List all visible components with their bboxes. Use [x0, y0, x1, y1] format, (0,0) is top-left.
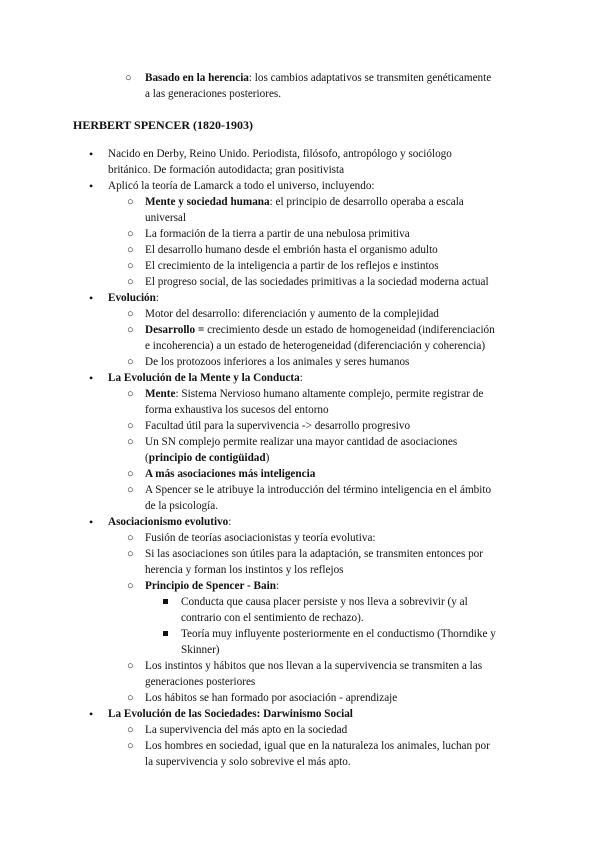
text-line: El progreso social, de las sociedades primitivas a la sociedad moderna actual: [145, 276, 489, 288]
text-line: Un SN complejo permite realizar una mayor cantidad de asociaciones: [145, 436, 458, 448]
text-line: Teoría muy influyente posteriormente en el conductismo (Thorndike y: [181, 628, 496, 640]
text-line: Motor del desarrollo: diferenciación y aumento de la complejidad: [145, 308, 439, 320]
text-line: Principio de Spencer - Bain:: [145, 580, 280, 592]
text-line: británico. De formación autodidacta; gran positivista: [108, 164, 345, 176]
text-line: universal: [145, 212, 187, 224]
disc-bullet-icon: •: [89, 707, 94, 721]
disc-bullet-icon: •: [89, 515, 94, 529]
disc-bullet-icon: •: [89, 291, 94, 305]
square-bullet-icon: [163, 631, 168, 636]
section-heading: HERBERT SPENCER (1820-1903): [73, 118, 254, 132]
circle-bullet-icon: ○: [127, 660, 134, 672]
circle-bullet-icon: ○: [127, 196, 134, 208]
text-line: la supervivencia y solo sobrevive el más apto.: [145, 756, 351, 768]
text-line: Fusión de teorías asociacionistas y teoría evolutiva:: [145, 532, 376, 544]
circle-bullet-icon: ○: [127, 260, 134, 272]
text-line: La formación de la tierra a partir de una nebulosa primitiva: [145, 228, 410, 240]
disc-bullet-icon: •: [89, 371, 94, 385]
text-line: Evolución:: [108, 292, 159, 304]
circle-bullet-icon: ○: [127, 580, 134, 592]
text-line: Skinner): [181, 644, 220, 656]
text-line: de la psicología.: [145, 500, 219, 512]
circle-bullet-icon: ○: [127, 356, 134, 368]
text-line: contrario con el sentimiento de rechazo).: [181, 612, 364, 624]
text-line: herencia y forman los instintos y los reflejos: [145, 564, 344, 576]
text-line: Mente: Sistema Nervioso humano altamente complejo, permite registrar de: [145, 388, 484, 400]
text-line: Nacido en Derby, Reino Unido. Periodista, filósofo, antropólogo y sociólogo: [108, 148, 452, 160]
text-line: El crecimiento de la inteligencia a partir de los reflejos e instintos: [145, 260, 439, 272]
text-line: La Evolución de la Mente y la Conducta:: [108, 372, 303, 384]
circle-bullet-icon: ○: [127, 420, 134, 432]
text-line: generaciones posteriores: [145, 676, 256, 688]
text-line: Desarrollo = crecimiento desde un estado de homogeneidad (indiferenciación: [145, 324, 495, 336]
text-line: De los protozoos inferiores a los animales y seres humanos: [145, 356, 410, 368]
text-line: Los hombres en sociedad, igual que en la naturaleza los animales, luchan por: [145, 740, 490, 752]
text-line: La supervivencia del más apto en la sociedad: [145, 724, 348, 736]
circle-bullet-icon: ○: [127, 484, 134, 496]
circle-bullet-icon: ○: [127, 244, 134, 256]
circle-bullet-icon: ○: [127, 388, 134, 400]
circle-bullet-icon: ○: [127, 276, 134, 288]
text-line: A Spencer se le atribuye la introducción del término inteligencia en el ámbito: [145, 484, 492, 496]
text-line: Basado en la herencia: los cambios adaptativos se transmiten genéticamente: [145, 72, 492, 84]
text-line: El desarrollo humano desde el embrión hasta el organismo adulto: [145, 244, 438, 256]
text-line: Facultad útil para la supervivencia -> desarrollo progresivo: [145, 420, 411, 432]
circle-bullet-icon: ○: [127, 692, 134, 704]
text-line: e incoherencia) a un estado de heterogeneidad (diferenciación y coherencia): [145, 340, 486, 352]
text-line: a las generaciones posteriores.: [145, 88, 282, 100]
square-bullet-icon: [163, 599, 168, 604]
circle-bullet-icon: ○: [127, 324, 134, 336]
text-line: La Evolución de las Sociedades: Darwinismo Social: [108, 708, 353, 720]
text-line: Los instintos y hábitos que nos llevan a la supervivencia se transmiten a las: [145, 660, 483, 672]
circle-bullet-icon: ○: [127, 740, 134, 752]
disc-bullet-icon: •: [89, 147, 94, 161]
text-line: forma exhaustiva los sucesos del entorno: [145, 404, 329, 416]
text-line: Mente y sociedad humana: el principio de desarrollo operaba a escala: [145, 196, 464, 208]
circle-bullet-icon: ○: [127, 436, 134, 448]
text-line: Conducta que causa placer persiste y nos lleva a sobrevivir (y al: [181, 596, 468, 608]
circle-bullet-icon: ○: [127, 724, 134, 736]
circle-bullet-icon: ○: [127, 532, 134, 544]
text-line: Asociacionismo evolutivo:: [108, 516, 232, 528]
disc-bullet-icon: •: [89, 179, 94, 193]
text-line: Los hábitos se han formado por asociación - aprendizaje: [145, 692, 398, 704]
text-line: Si las asociaciones son útiles para la adaptación, se transmiten entonces por: [145, 548, 484, 560]
circle-bullet-icon: ○: [127, 308, 134, 320]
circle-bullet-icon: ○: [127, 548, 134, 560]
circle-bullet-icon: ○: [127, 228, 134, 240]
circle-bullet-icon: ○: [125, 72, 132, 84]
text-line: A más asociaciones más inteligencia: [145, 468, 316, 480]
circle-bullet-icon: ○: [127, 468, 134, 480]
text-line: (principio de contigüidad): [145, 452, 270, 464]
text-line: Aplicó la teoría de Lamarck a todo el universo, incluyendo:: [108, 180, 375, 192]
